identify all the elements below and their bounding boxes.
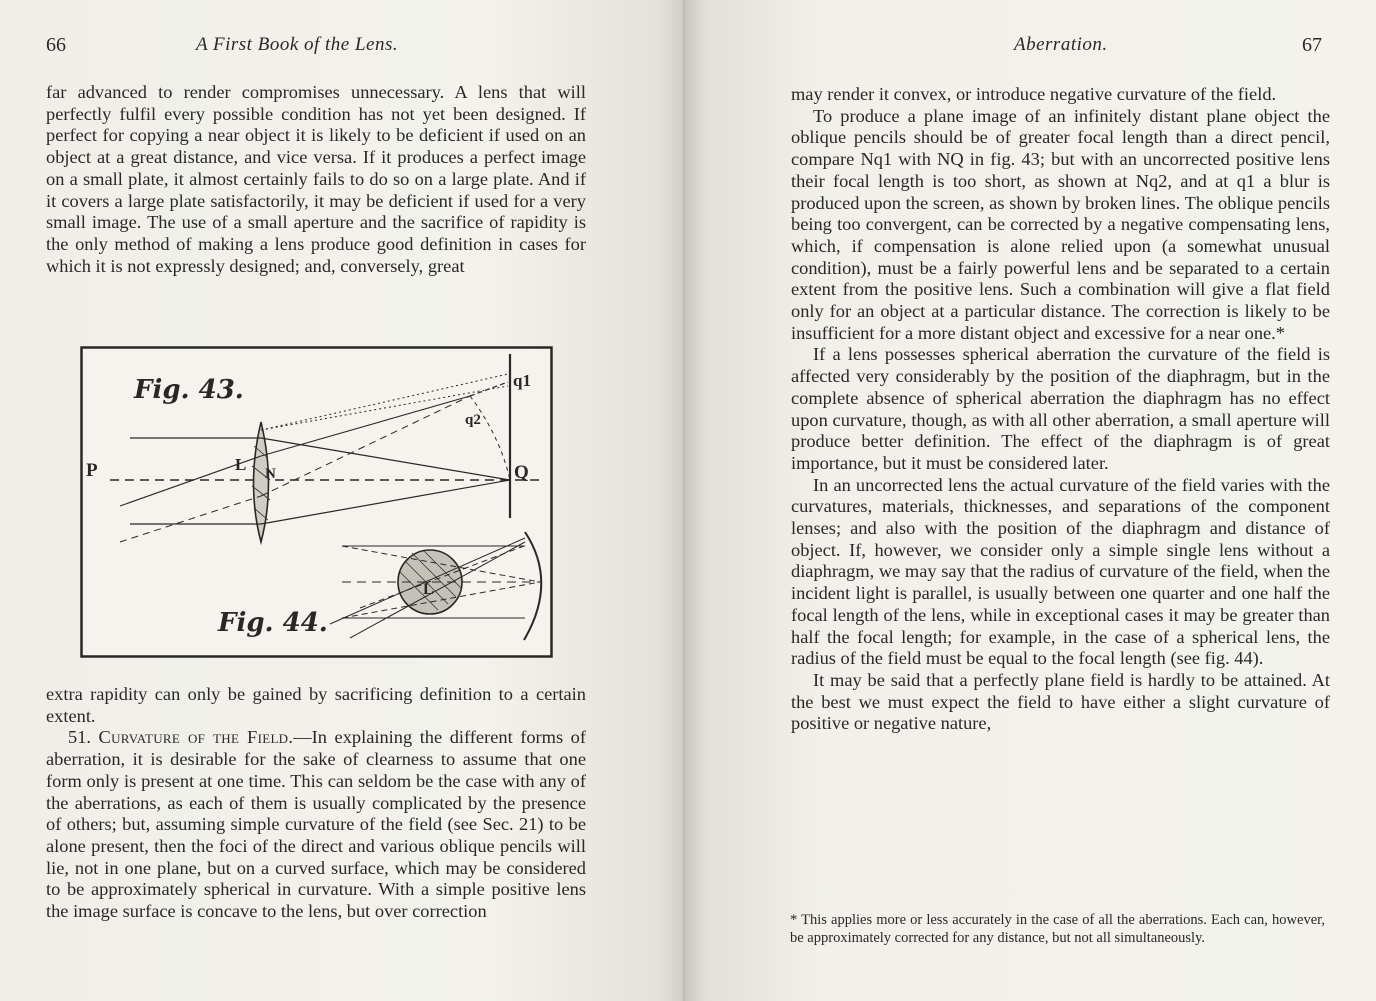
section-heading: Curvature of the Field.: [98, 727, 294, 748]
label-p: P: [86, 460, 98, 481]
left-page: [0, 0, 685, 1001]
label-q2: q2: [465, 412, 481, 428]
section-text: —In explaining the different forms of aberration, it is desirable for the sake of clearness to assume that one form only is present at one time. This can seldom be the case with any of the aberrations, as each of them is usually complicated by the presence of others; but, assuming simple curvature of the field (see Sec. 21) to be alone present, then the foci of the direct and various oblique pencils will lie, not in one plane, but on a curved surface, which may be considered to be approximately spherical in curvature. With a simple positive lens the image surface is concave to the lens, but over correction: [46, 727, 586, 922]
right-page: [685, 0, 1376, 1001]
right-paragraph-3: If a lens possesses spherical aberration the curvature of the field is affected very considerably by the position of the diaphragm, but in the complete absence of spherical aberration the diaphragm has no effect upon curvature, though, as with all other aberration, a small aperture will produce better definition. The effect of the diaphragm is of great importance, but it must be considered later.: [791, 344, 1330, 473]
section-number: 51.: [68, 727, 91, 748]
fig44-label: Fig. 44.: [218, 608, 328, 638]
right-paragraph-2: To produce a plane image of an infinitely distant plane object the oblique pencils should be of greater focal length than a direct pencil, compare Nq1 with NQ in fig. 43; but with an uncorrected positive lens their focal length is too short, as shown at Nq2, and at q1 a blur is produced upon the screen, as shown by broken lines. The oblique pencils being too convergent, can be corrected by a negative compensating lens, which, if compensation is alone relied upon (a somewhat unusual condition), must be a fairly powerful lens and be separated to a certain extent from the positive lens. Such a combination will give a flat field only for an object at a particular distance. The correction is likely to be insufficient for a more distant object and excessive for a near one.*: [791, 105, 1330, 343]
label-l: L: [235, 455, 247, 474]
label-q1: q1: [513, 371, 531, 390]
left-bottom-text: [46, 684, 586, 923]
figure-43-44: [80, 346, 553, 658]
right-running-title: Aberration.: [1014, 34, 1108, 55]
right-page-number: 67: [1302, 34, 1322, 56]
left-paragraph-after-figure: extra rapidity can only be gained by sacrificing definition to a certain extent.: [46, 684, 586, 726]
section-51: [46, 727, 586, 922]
left-page-number: 66: [46, 34, 66, 56]
label-l44: L: [423, 581, 434, 598]
left-top-text: [46, 82, 586, 277]
right-paragraph-4: In an uncorrected lens the actual curvature of the field varies with the curvatures, materials, thicknesses, and separations of the component lenses; and also with the position of the diaphragm and distance of object. If, however, we consider only a simple single lens without a diaphragm, we may say that the radius of curvature of the field, when the incident light is parallel, is usually between one quarter and one half the focal length of the lens, while in exceptional cases it may be greater than half the focal length; for example, in the case of a spherical lens, the radius of the field must be equal to the focal length (see fig. 44).: [791, 474, 1330, 669]
right-text: [791, 84, 1330, 735]
figure-drawing: [80, 346, 553, 658]
right-paragraph-1: may render it convex, or introduce negative curvature of the field.: [791, 84, 1277, 104]
right-paragraph-5: It may be said that a perfectly plane field is hardly to be attained. At the best we must expect the field to have either a slight curvature of positive or negative nature,: [791, 669, 1330, 734]
fig43-label: Fig. 43.: [134, 375, 244, 405]
left-running-title: A First Book of the Lens.: [196, 34, 399, 55]
left-paragraph-top: far advanced to render compromises unnecessary. A lens that will perfectly fulfil every possible condition has not yet been designed. If perfect for copying a near object it is likely to be deficient if used on an object at a great distance, and vice versa. If it produces a perfect image on a small plate, it almost certainly fails to do so on a large plate. And if it covers a large plate satisfactorily, it may be deficient if used for a very small image. The use of a small aperture and the sacrifice of rapidity is the only method of making a lens produce good definition in cases for which it is not expressly designed; and, conversely, great: [46, 82, 586, 276]
label-n: N: [265, 466, 276, 482]
label-q: Q: [514, 462, 529, 483]
footnote: * This applies more or less accurately in the case of all the aberrations. Each can, however, be approximately corrected for any distance, but not all simultaneously.: [790, 912, 1325, 946]
